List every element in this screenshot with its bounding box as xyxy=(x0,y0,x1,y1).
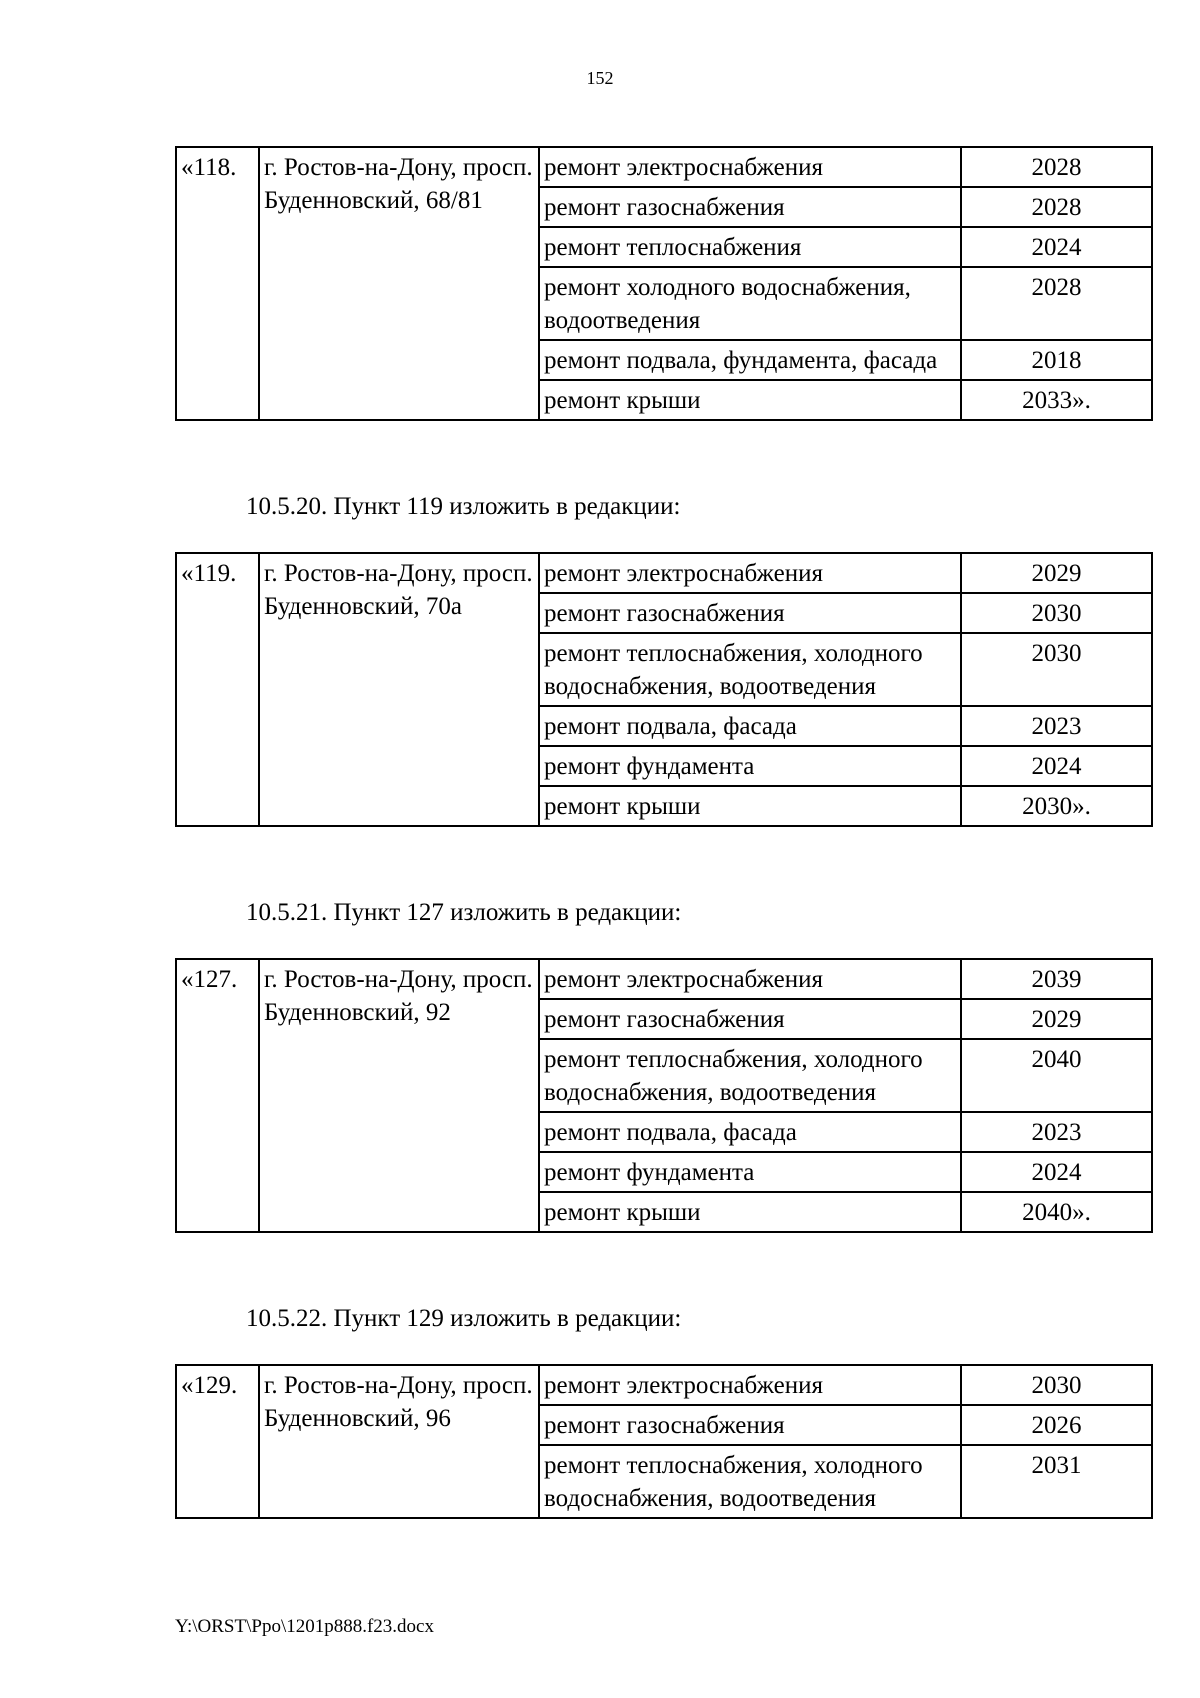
entry-table-127 xyxy=(175,958,1153,1233)
item-address: г. Ростов-на-Дону, просп. Буденновский, 68/81 xyxy=(259,147,539,420)
work-type: ремонт крыши xyxy=(539,380,961,420)
work-type: ремонт фундамента xyxy=(539,1152,961,1192)
work-type: ремонт подвала, фасада xyxy=(539,1112,961,1152)
work-year: 2031 xyxy=(961,1445,1152,1518)
table-row xyxy=(176,147,1152,187)
work-type: ремонт электроснабжения xyxy=(539,1365,961,1405)
work-year: 2033». xyxy=(961,380,1152,420)
footer-file-path: Y:\ORST\Ppo\1201p888.f23.docx xyxy=(175,1616,434,1637)
work-year: 2040». xyxy=(961,1192,1152,1232)
work-type: ремонт газоснабжения xyxy=(539,999,961,1039)
table-row xyxy=(176,1365,1152,1405)
work-type: ремонт теплоснабжения xyxy=(539,227,961,267)
work-year: 2029 xyxy=(961,553,1152,593)
work-year: 2026 xyxy=(961,1405,1152,1445)
work-type: ремонт фундамента xyxy=(539,746,961,786)
work-year: 2024 xyxy=(961,1152,1152,1192)
entry-table-129 xyxy=(175,1364,1153,1519)
work-year: 2024 xyxy=(961,746,1152,786)
work-year: 2030 xyxy=(961,1365,1152,1405)
work-year: 2030». xyxy=(961,786,1152,826)
work-type: ремонт холодного водоснабжения, водоотведения xyxy=(539,267,961,340)
work-year: 2029 xyxy=(961,999,1152,1039)
paragraph-10-5-20: 10.5.20. Пункт 119 изложить в редакции: xyxy=(246,493,681,520)
work-type: ремонт электроснабжения xyxy=(539,553,961,593)
work-type: ремонт подвала, фундамента, фасада xyxy=(539,340,961,380)
work-year: 2040 xyxy=(961,1039,1152,1112)
work-type: ремонт подвала, фасада xyxy=(539,706,961,746)
entry-table-118 xyxy=(175,146,1153,421)
item-number: «119. xyxy=(176,553,259,826)
work-type: ремонт теплоснабжения, холодного водоснабжения, водоотведения xyxy=(539,1445,961,1518)
work-year: 2028 xyxy=(961,147,1152,187)
work-type: ремонт газоснабжения xyxy=(539,1405,961,1445)
work-type: ремонт электроснабжения xyxy=(539,147,961,187)
paragraph-10-5-22: 10.5.22. Пункт 129 изложить в редакции: xyxy=(246,1305,682,1332)
page-number: 152 xyxy=(586,68,614,88)
work-type: ремонт теплоснабжения, холодного водоснабжения, водоотведения xyxy=(539,633,961,706)
work-year: 2028 xyxy=(961,267,1152,340)
work-type: ремонт теплоснабжения, холодного водоснабжения, водоотведения xyxy=(539,1039,961,1112)
work-year: 2018 xyxy=(961,340,1152,380)
item-address: г. Ростов-на-Дону, просп. Буденновский, 70а xyxy=(259,553,539,826)
work-year: 2028 xyxy=(961,187,1152,227)
work-year: 2023 xyxy=(961,1112,1152,1152)
table-row xyxy=(176,553,1152,593)
work-type: ремонт электроснабжения xyxy=(539,959,961,999)
paragraph-10-5-21: 10.5.21. Пункт 127 изложить в редакции: xyxy=(246,899,682,926)
work-type: ремонт крыши xyxy=(539,1192,961,1232)
work-type: ремонт газоснабжения xyxy=(539,187,961,227)
item-number: «118. xyxy=(176,147,259,420)
item-number: «129. xyxy=(176,1365,259,1518)
table-row xyxy=(176,959,1152,999)
work-year: 2023 xyxy=(961,706,1152,746)
work-type: ремонт газоснабжения xyxy=(539,593,961,633)
item-address: г. Ростов-на-Дону, просп. Буденновский, 96 xyxy=(259,1365,539,1518)
work-year: 2024 xyxy=(961,227,1152,267)
work-year: 2030 xyxy=(961,633,1152,706)
item-number: «127. xyxy=(176,959,259,1232)
work-year: 2039 xyxy=(961,959,1152,999)
work-year: 2030 xyxy=(961,593,1152,633)
entry-table-119 xyxy=(175,552,1153,827)
work-type: ремонт крыши xyxy=(539,786,961,826)
item-address: г. Ростов-на-Дону, просп. Буденновский, 92 xyxy=(259,959,539,1232)
